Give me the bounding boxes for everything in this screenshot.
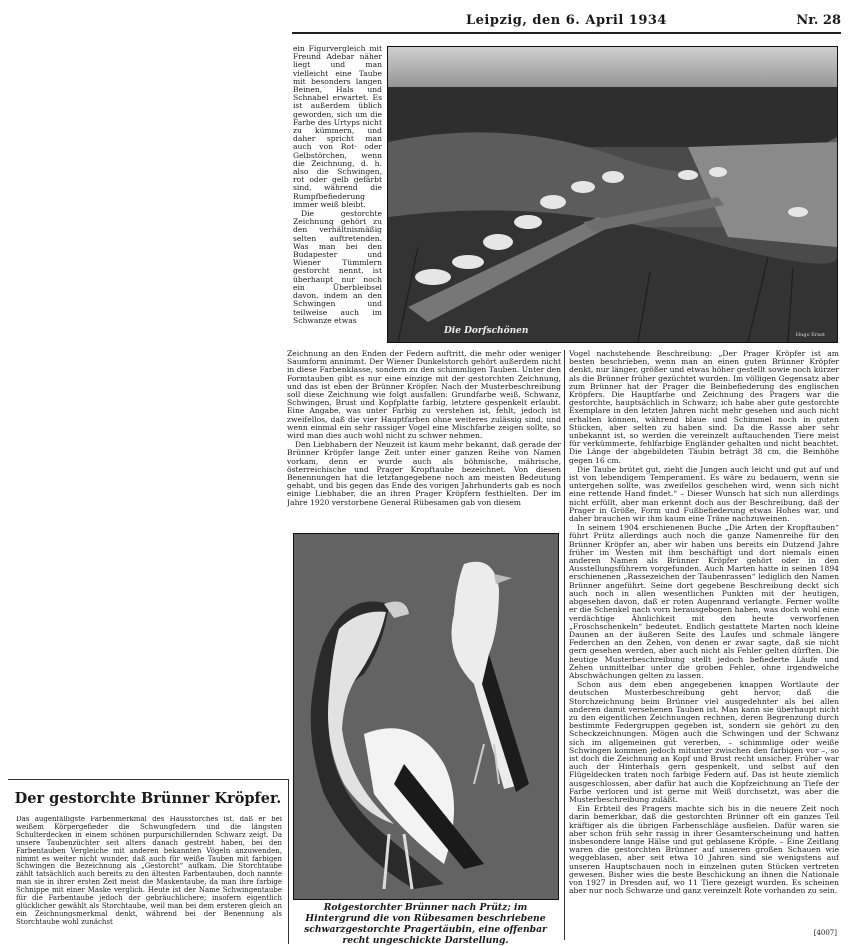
header-date: Leipzig, den 6. April 1934 <box>466 13 667 28</box>
middle-column <box>287 350 561 530</box>
right-paragraph: Ein Erbteil des Pragers machte sich bis in die neuere Zeit noch darin bemerkbar, daß die gestorchten Brünner oft ein ganzes Teil kräftiger als die übrigen Farbenschläge ausfielen. Dafür waren sie aber schon früh sehr rassig in ihrer Gesamterscheinung und hatten insbesondere lange Hälse und gut geblasene Kröpfe. – Eine Zeitlang waren die gestorchten Brünner auf unseren großen Schauen wie weggeblasen, aber seit etwa 10 Jahren sind sie wenigstens auf unseren Hauptschauen noch in einzelnen guten Stücken vertreten gewesen. Bisher wies die beste Beschickung an ihnen die Nationale von 1927 in Dresden auf, wo 11 Tiere gezeigt wurden. Es scheinen aber nur noch Schwarze und ganz vereinzelt Rote vorhanden zu sein. <box>569 804 839 896</box>
photo-label: Die Dorfschönen <box>444 326 529 336</box>
middle-paragraph: Zeichnung an den Enden der Federn auftritt, die mehr oder weniger Saumform annimmt. Der Wiener Dunkelstorch gehört außerdem nicht in diese Farbenklasse, sondern zu den schimmligen Tauben. Unter den Formtauben gibt es nur eine einzige mit der gestorchten Zeichnung, und das ist eben der Brünner Kröpfer. Nach der Musterbeschreibung soll diese Zeichnung wie folgt ausfallen: Grundfarbe weiß, Schwanz, Schwingen, Brust und Kopfplatte farbig, letztere gespenkelt erlaubt. Eine Angabe, was unter Farbig zu verstehen ist, fehlt, jedoch ist zweifellos, daß die vier Hauptfarben ohne weiteres zulässig sind, und wenn einmal ein sehr rassiger Vogel eine Mischfarbe zeigen sollte, so wird man dies auch wohl nicht zu schwer nehmen. <box>287 350 561 441</box>
right-paragraph: In seinem 1904 erschienenen Buche „Die Arten der Kropftauben“ führt Prütz allerdings auch noch die ganze Namenreihe für den Brünner Kröpfer an, aber wir haben uns bereits ein Dutzend Jahre früher im Westen mit ihm beschäftigt und dort niemals einen anderen Namen als Brünner Kröpfer gehört oder in den Ausstellungsführern vorgefunden. Auch Marten hatte in seinen 1894 erschienenen „Rassezeichen der Taubenrassen“ lediglich den Namen Brünner angeführt. Seine dort gegebene Beschreibung deckt sich auch noch in allen wesentlichen Punkten mit der heutigen, abgesehen davon, daß er roten Augenrand verlangte. Ferner wollte er die Schenkel nach vorn herausgebogen haben, was doch wohl eine verdächtige Ähnlichkeit mit den heute verworfenen „Froschschenkeln“ bedeutet. Endlich gestattete Marten noch kleine Daunen an der äußeren Seite des Laufes und schmale längere Federchen an den Zehen, von denen er zwar sagte, daß sie nicht gern gesehen werden, aber auch nicht als Fehler gelten dürften. Die heutige Musterbeschreibung stellt jedoch befiederte Läufe und Zehen unmittelbar unter die groben Fehler, ohne irgendwelche Abschwächungen gelten zu lassen. <box>569 523 839 680</box>
left-paragraph: Die gestorchte Zeichnung gehört zu den verhältnismäßig selten auftretenden. Was man bei den Budapester und Wiener Tümmlern gestorcht nennt, ist überhaupt nur noch ein Überbleibsel davon, indem an den Schwingen und teilweise auch im Schwanze etwas <box>293 209 382 325</box>
right-paragraph: Die Taube brütet gut, zieht die Jungen auch leicht und gut auf und ist von lebendigem Temperament. Es wäre zu bedauern, wenn sie untergehen sollte, was zweifellos geschehen wird, wenn sich nicht eine rettende Hand findet.“ – Dieser Wunsch hat sich nun allerdings nicht erfüllt, aber man erkennt doch aus der Beschreibung, daß der Prager in Größe, Form und Fußbefiederung etwas Hohes war, und daher brauchen wir ihm kaum eine Träne nachzuweinen. <box>569 464 839 524</box>
illustration-caption: Rotgestorchter Brünner nach Prütz; im Hintergrund die von Rübesamen beschriebene schwarzgestorchte Pragertäubin, eine offenbar recht ungeschickte Darstellung. <box>304 902 547 946</box>
page-header <box>292 12 841 34</box>
village-photo <box>387 46 838 343</box>
pigeon-illustration <box>293 533 559 900</box>
right-paragraph: Schon aus dem eben angegebenen knappen Wortlaute der deutschen Musterbeschreibung geht hervor, daß die Storchzeichnung beim Brünner viel ausgedehnter als bei allen anderen damit versehenen Tauben ist. Man kann sie überhaupt nicht zu den eigentlichen Zeichnungen rechnen, deren Begrenzung durch bestimmte Federgruppen gegeben ist, sondern sie gehört zu den Scheckzeichnungen. Mögen auch die Schwingen und der Schwanz sich im allgemeinen gut vererben, – schimmlige oder weiße Schwingen kommen jedoch mitunter zwischen den farbigen vor –, so ist doch die Zeichnung an Kopf und Brust recht unsicher. Früher war auch der Hinterhals gern gespenkelt, und selbst auf den Flügeldecken traten noch farbige Federn auf. Das ist heute ziemlich ausgeschlossen, aber dafür hat auch die Kopfzeichnung an Tiefe der Farbe verloren und ist gerne mit Weiß durchsetzt, was aber die Musterbeschreibung zuläßt. <box>569 680 839 804</box>
article-title: Der gestorchte Brünner Kröpfer. <box>14 790 282 807</box>
right-paragraph: Vogel nachstehende Beschreibung: „Der Prager Kröpfer ist am besten beschrieben, wenn man an einen guten Brünner Kröpfer denkt, nur länger, größer und etwas höher gestellt sowie noch kürzer als die Brünner früher gezüchtet wurden. Im völligen Gegensatz aber zum Brünner hat der Prager die Beinbefiederung des englischen Kröpfers. Die Hauptfarbe und Zeichnung des Pragers war die gestorchte, hauptsächlich in Schwarz; ich habe aber gute gestorchte Exemplare in den letzten Jahren nicht mehr gesehen und auch nicht erhalten können, während blaue und Schimmel noch in guten Stücken, aber selten zu haben sind. Da die Rasse aber sehr unbekannt ist, so werden die vereinzelt auftauchenden Tiere meist für verkümmerte, fehlfarbige Engländer gehalten und nicht beachtet. Die Länge der abgebildeten Täubin beträgt 38 cm, die Beinhöhe gegen 16 cm. <box>569 350 839 465</box>
photo-credit: Hugo Ernst <box>795 332 825 338</box>
pigeons-drawing <box>294 534 558 899</box>
left-paragraph: ein Figurvergleich mit Freund Adebar näher liegt und man vielleicht eine Taube mit besonders langen Beinen, Hals und Schnabel erwartet. Es ist außerdem üblich geworden, sich um die Farbe des Urtyps nicht zu kümmern, und daher spricht man auch von Rot- oder Gelbstörchen, wenn die Zeichnung, d. h. also die Schwingen, rot oder gelb gefärbt sind, während die Rumpfbefiederung immer weiß bleibt. <box>293 45 382 209</box>
photo-geese-scene <box>388 47 837 342</box>
boxed-article <box>8 779 289 944</box>
article-code: [4007] <box>813 929 837 937</box>
page-number: Nr. 28 <box>796 13 841 28</box>
column-divider <box>564 350 565 940</box>
middle-paragraph: Den Liebhabern der Neuzeit ist kaum mehr bekannt, daß gerade der Brünner Kröpfer lange Zeit unter einer ganzen Reihe von Namen vorkam, denn er wurde auch als böhmische, mährische, österreichische und Prager Kropftaube bezeichnet. Von diesen Benennungen hat die letztangegebene noch am meisten Bedeutung gehabt, und bis gegen das Ende des vorigen Jahrhunderts gab es noch einige Liebhaber, die an ihren Prager Kröpfern festhielten. Der im Jahre 1920 verstorbene General Rübesamen gab von diesem <box>287 440 561 507</box>
article-body: Das augenfälligste Farbenmerkmal des Hausstorches ist, daß er bei weißem Körpergefieder die Schwungfedern und die längsten Schulterdecken in einem schönen purpurschillernden Schwarz zeigt. Da unsere Taubenzüchter seit alters danach gestrebt haben, bei den Farbentauben Vergleiche mit anderen bekannten Vögeln anzuwenden, nimmt es weiter nicht wunder, daß auch für weiße Tauben mit farbigen Schwingen die Bezeichnung als „Gestorcht“ aufkam. Die Storchtaube zählt tatsächlich auch bereits zu den ältesten Farbentauben, doch nannte man sie in ihrer ersten Zeit meist die Maskentaube, da man ihre farbige Schnippe mit einer Maske verglich. Heute ist der Name Schwingentaube für die Farbentaube jedoch der gebräuchlichere; insofern eigentlich glücklicher gewählt als Storchtaube, weil man bei dem ersteren gleich an ein Zeichnungsmerkmal denkt, während bei der Benennung als Storchtaube wohl zunächst <box>16 816 282 926</box>
left-column <box>293 45 382 353</box>
right-column <box>569 350 839 935</box>
